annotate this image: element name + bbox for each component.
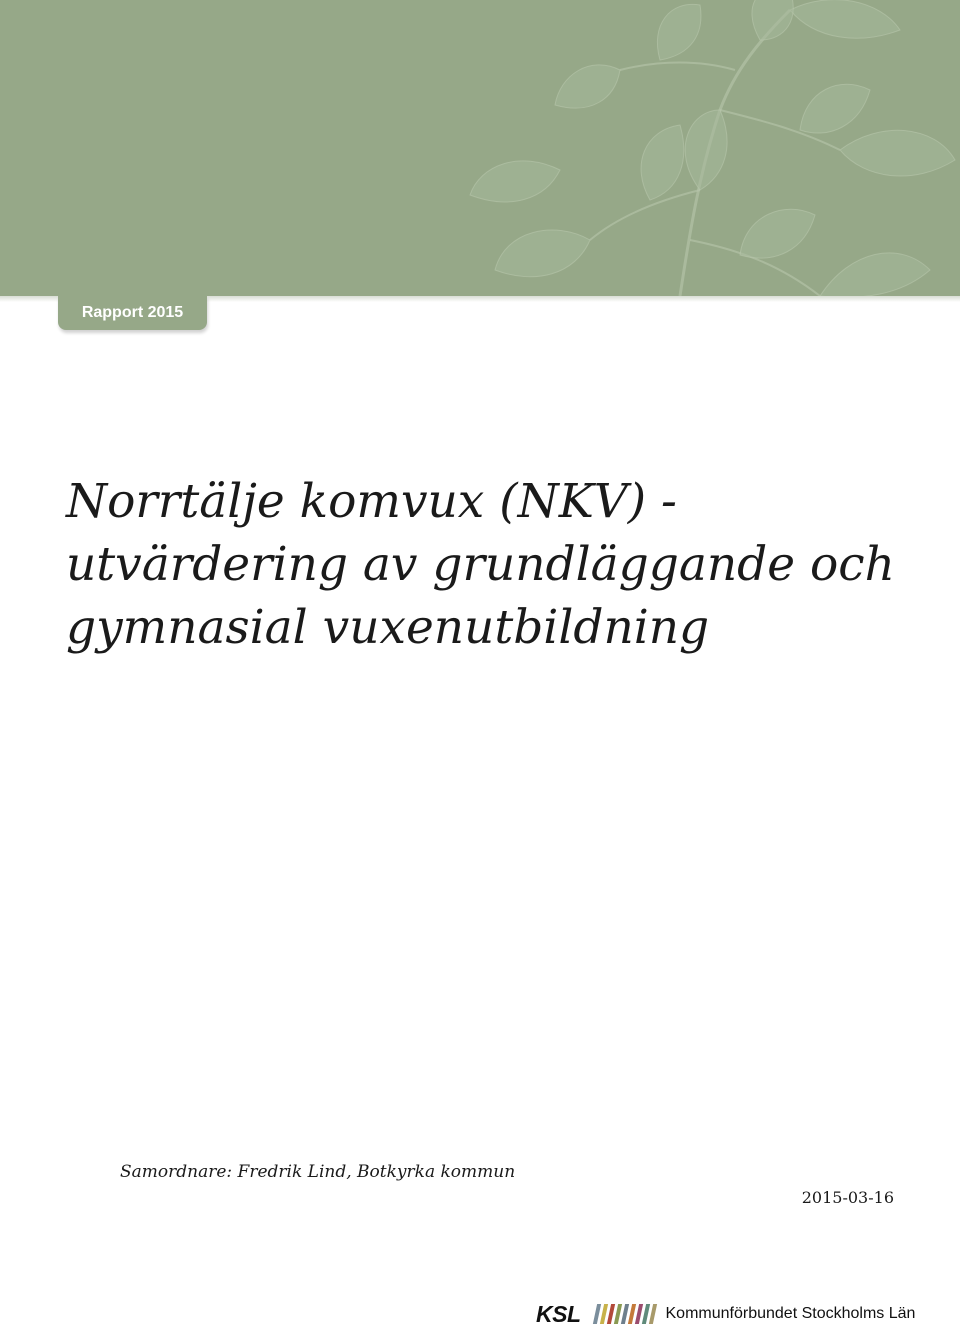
ksl-stripes-icon <box>595 1304 658 1324</box>
ksl-logo <box>536 1302 915 1326</box>
ksl-wordmark: KSL <box>536 1300 581 1327</box>
report-year-tab: Rapport 2015 <box>58 296 207 330</box>
document-date: 2015-03-16 <box>801 1188 894 1207</box>
ksl-organization-name: Kommunförbundet Stockholms Län <box>665 1305 916 1322</box>
ksl-stripe <box>648 1304 656 1324</box>
coordinator-line: Samordnare: Fredrik Lind, Botkyrka kommun <box>120 1162 516 1182</box>
document-title: Norrtälje komvux (NKV) - utvärdering av grundläggande och gymnasial vuxenutbildning <box>66 474 895 655</box>
header-band <box>0 0 960 296</box>
leaf-branch-illustration <box>0 0 960 296</box>
